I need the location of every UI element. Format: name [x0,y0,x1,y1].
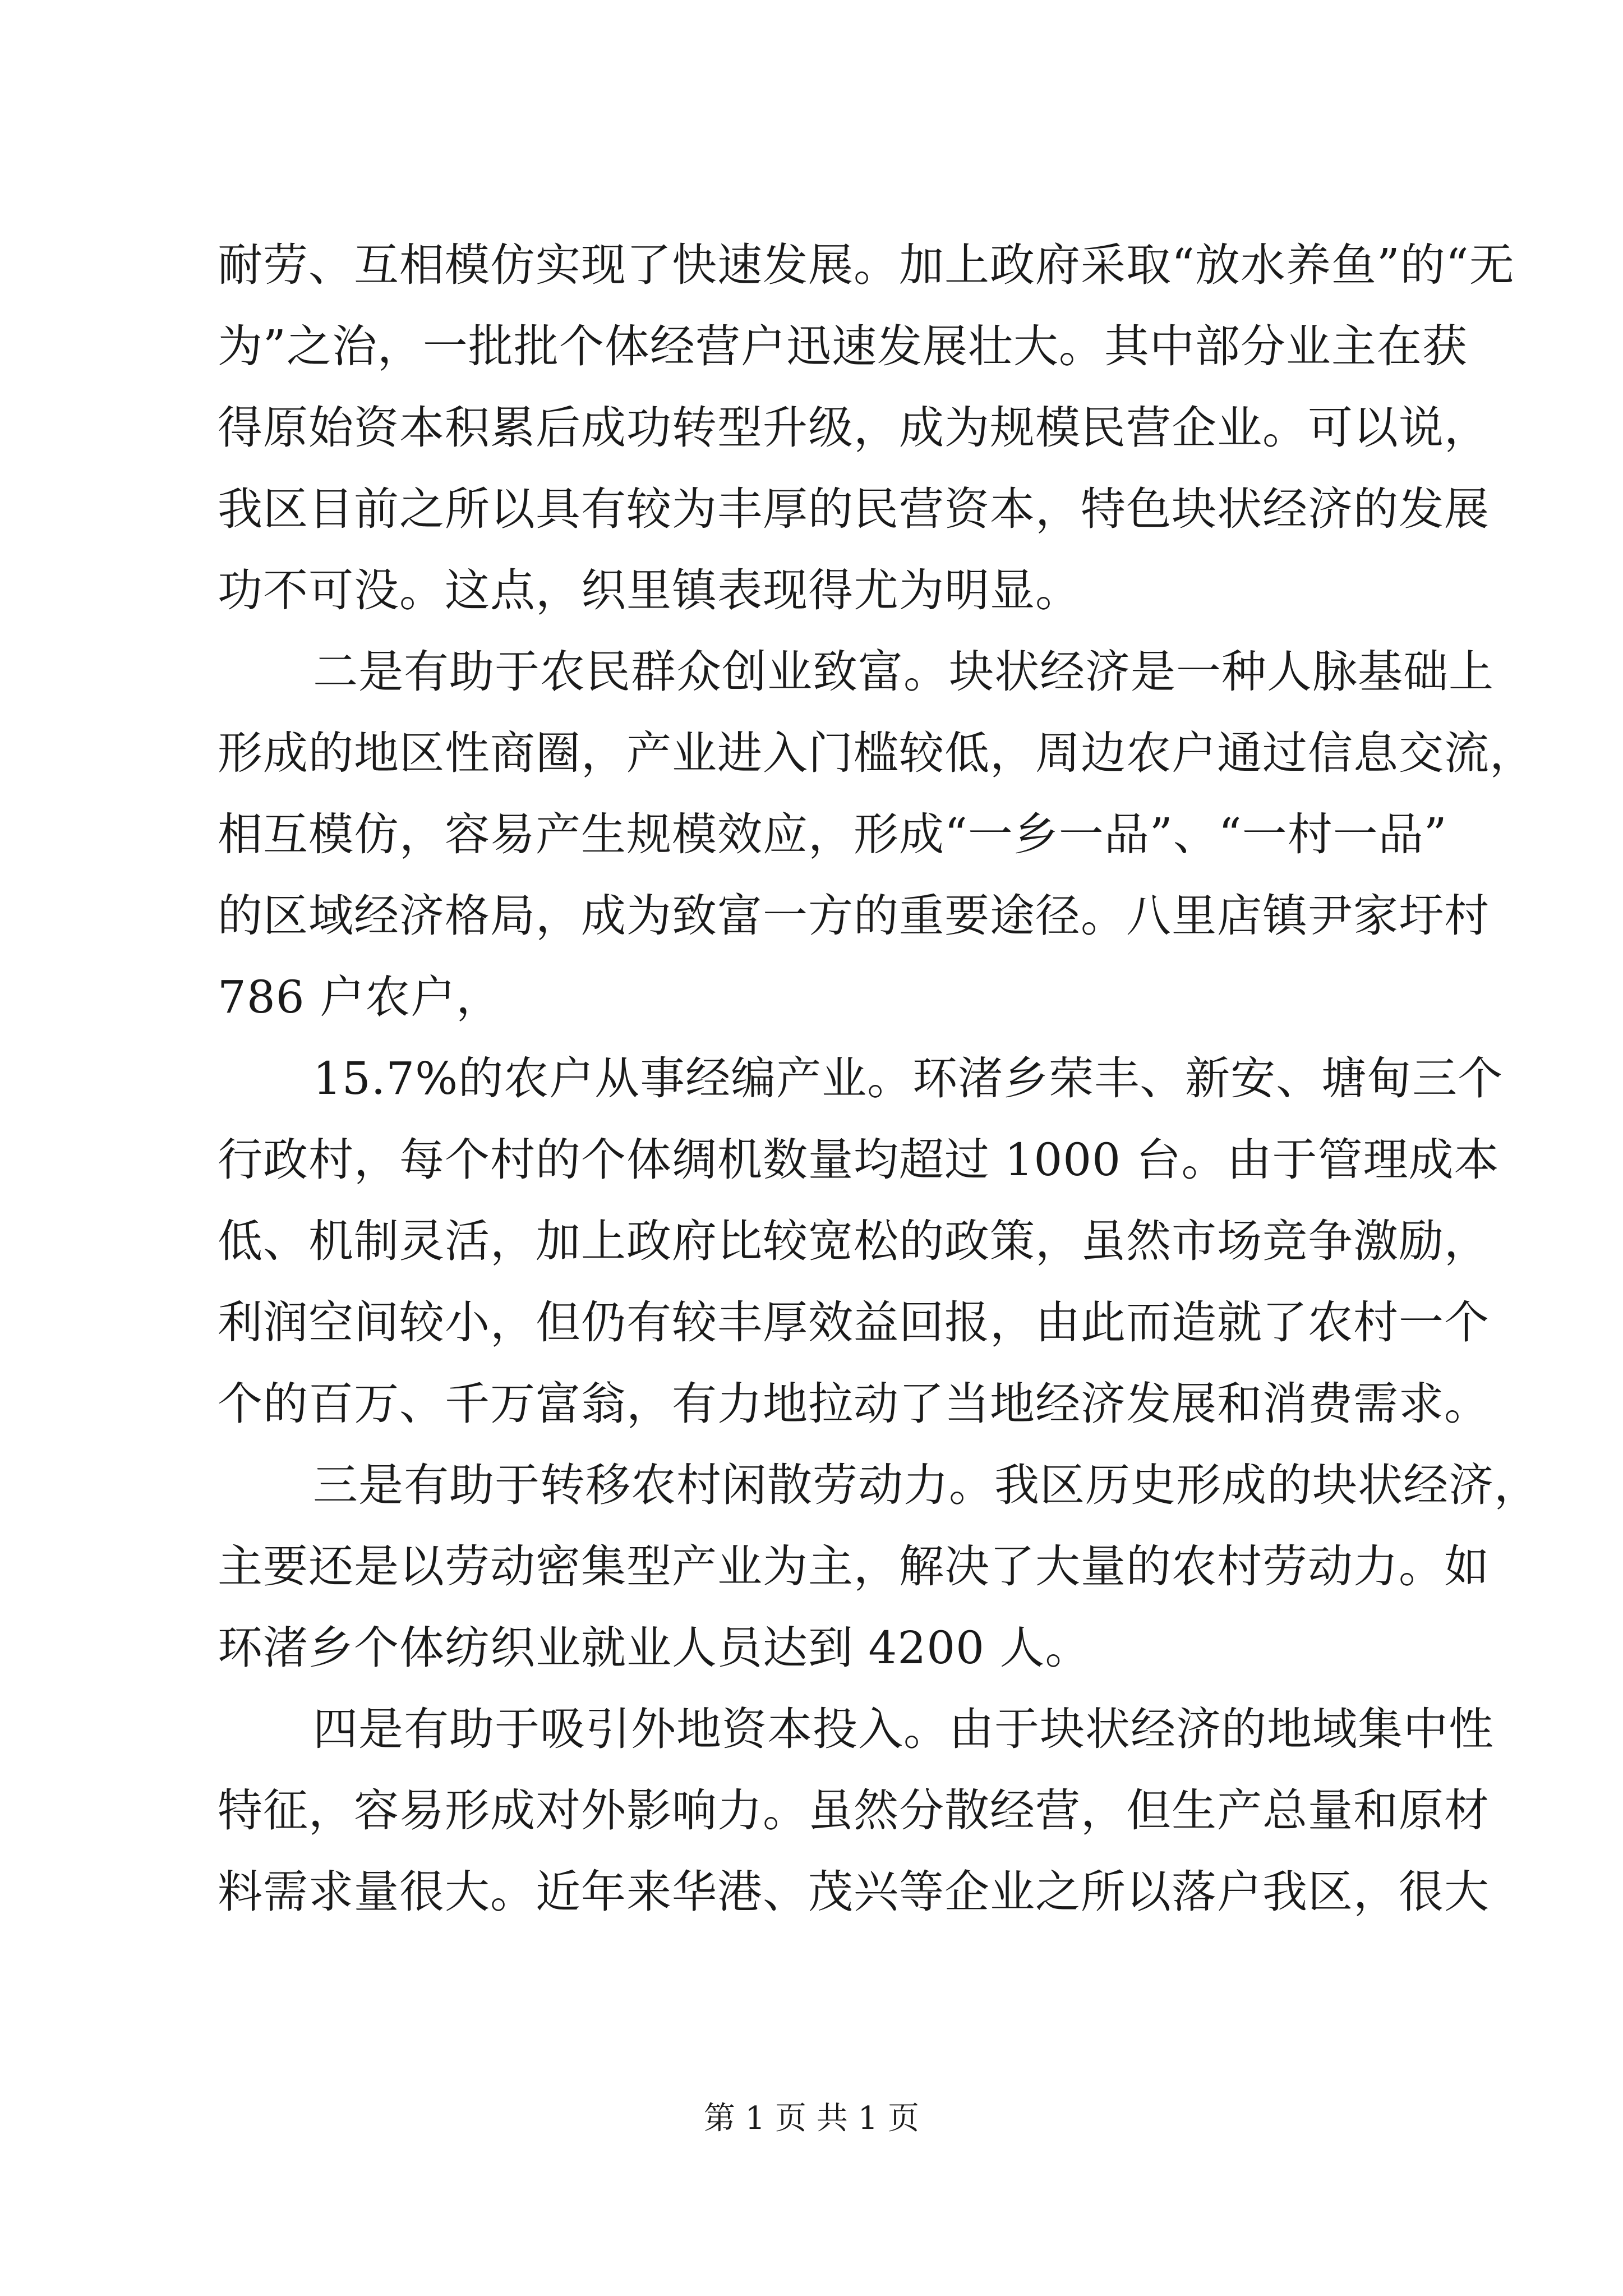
body-text [218,224,1539,1932]
text-line: 耐劳、互相模仿实现了快速发展。加上政府采取“放水养鱼”的“无 [218,239,1515,291]
paragraph-start-line: 四是有助于吸引外地资本投入。由于块状经济的地域集中性 [313,1703,1494,1755]
text-line: 主要还是以劳动密集型产业为主，解决了大量的农村劳动力。如 [218,1540,1490,1593]
text-line: 行政村，每个村的个体绸机数量均超过 1000 台。由于管理成本 [218,1134,1500,1186]
text-line: 利润空间较小，但仍有较丰厚效益回报，由此而造就了农村一个 [218,1296,1490,1349]
text-line: 低、机制灵活，加上政府比较宽松的政策，虽然市场竞争激励， [218,1215,1490,1267]
text-line: 个的百万、千万富翁，有力地拉动了当地经济发展和消费需求。 [218,1378,1490,1430]
paragraph-start-line: 二是有助于农民群众创业致富。块状经济是一种人脉基础上 [313,646,1494,698]
text-line: 我区目前之所以具有较为丰厚的民营资本，特色块状经济的发展 [218,483,1490,535]
text-line: 相互模仿，容易产生规模效应，形成“一乡一品”、“一村一品” [218,808,1447,861]
text-line: 形成的地区性商圈，产业进入门槛较低，周边农户通过信息交流， [218,727,1535,779]
page-number-footer: 第 1 页 共 1 页 [703,2100,920,2137]
text-line: 特征，容易形成对外影响力。虽然分散经营，但生产总量和原材 [218,1784,1490,1837]
text-line: 的区域经济格局，成为致富一方的重要途径。八里店镇尹家圩村 [218,890,1490,942]
paragraph-start-line: 15.7%的农户从事经编产业。环渚乡荣丰、新安、塘甸三个 [313,1052,1504,1105]
text-line: 环渚乡个体纺织业就业人员达到 4200 人。 [218,1622,1091,1674]
text-line: 功不可没。这点，织里镇表现得尤为明显。 [218,564,1081,616]
text-line: 为”之治，一批批个体经营户迅速发展壮大。其中部分业主在获 [218,320,1468,372]
text-line: 料需求量很大。近年来华港、茂兴等企业之所以落户我区，很大 [218,1866,1490,1918]
text-line: 786 户农户， [218,971,502,1023]
paragraph-start-line: 三是有助于转移农村闲散劳动力。我区历史形成的块状经济， [313,1459,1539,1511]
text-line: 得原始资本积累后成功转型升级，成为规模民营企业。可以说， [218,402,1490,454]
